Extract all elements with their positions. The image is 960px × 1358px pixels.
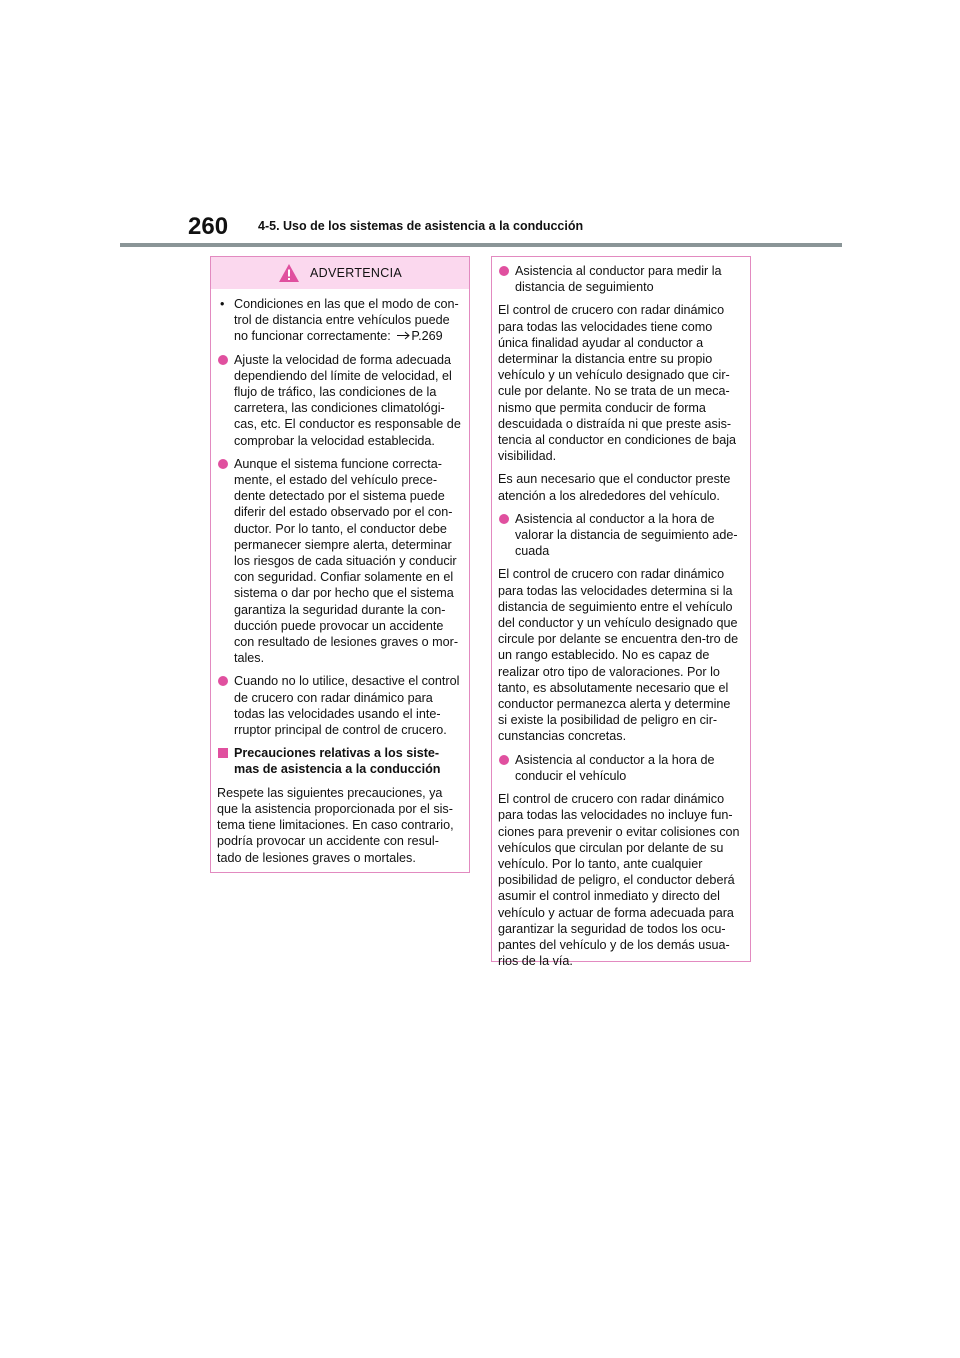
bullet-circle-icon — [499, 755, 509, 765]
warning-item-text: Cuando no lo utilice, desactive el control de crucero con radar dinámico para todas las velocidades usando el inte-rruptor principal de control de crucero. — [234, 674, 460, 738]
bullet-circle-icon — [218, 676, 228, 686]
warning-dot-item — [217, 296, 461, 345]
arrow-right-icon — [397, 331, 411, 340]
page-reference-link[interactable]: P.269 — [411, 329, 443, 344]
bullet-circle-icon — [218, 459, 228, 469]
warning-list-item — [217, 352, 461, 449]
section-paragraph: El control de crucero con radar dinámico para todas las velocidades no incluye fun-ciones para prevenir o evitar colisiones con vehículos que circulan por delante de su vehículo. Por lo tanto, ante cualquier posibilidad de peligro, el conductor deberá asumir el control inmediato y directo del vehículo y actuar de forma adecuada para garantizar la seguridad de todos los ocu-pantes del vehículo y de los demás usua-rios de la vía. — [498, 792, 740, 969]
section-title: 4-5. Uso de los sistemas de asistencia a la conducción — [258, 219, 584, 233]
warning-box — [210, 256, 470, 873]
warning-closing-paragraph: Respete las siguientes precauciones, ya que la asistencia proporcionada por el sis-tema tiene limitaciones. En caso contrario, podría provocar un accidente con resul-tado de lesiones graves o mortales. — [217, 785, 454, 865]
warning-subheading-text: Precauciones relativas a los siste-mas de asistencia a la conducción — [234, 746, 441, 777]
page-number: 260 — [188, 213, 229, 240]
warning-list-item — [217, 456, 461, 667]
dot-item-text: Condiciones en las que el modo de con-trol de distancia entre vehículos puede no funcionar correctamente: — [234, 297, 459, 344]
warning-title: ADVERTENCIA — [310, 265, 402, 280]
bullet-circle-icon — [218, 355, 228, 365]
header-rule — [120, 243, 842, 247]
dot-bullet: • — [220, 297, 225, 311]
assistance-box — [491, 256, 751, 969]
section-paragraph: El control de crucero con radar dinámico para todas las velocidades determina si la distancia de seguimiento entre el vehículo del conductor y un vehículo designado que circule por delante se encuentra den-tro de un rango establecido. No es capaz de realizar otro tipo de valoraciones. Por lo tanto, es absolutamente necesario que el conductor permanezca alerta y determine si existe la posibilidad de peligro en cir-cunstancias concretas. — [498, 567, 739, 744]
section-heading-text: Asistencia al conductor para medir la distancia de seguimiento — [515, 264, 722, 295]
bullet-circle-icon — [499, 514, 509, 524]
warning-item-text: Ajuste la velocidad de forma adecuada dependiendo del límite de velocidad, el flujo de tráfico, las condiciones de la carretera, las condiciones climatológi-cas, etc. El conductor es responsable de comprobar la velocidad establecida. — [234, 352, 461, 448]
section-heading-text: Asistencia al conductor a la hora de valorar la distancia de seguimiento ade-cuada — [515, 511, 738, 559]
section-heading — [498, 511, 741, 560]
section-heading — [498, 752, 741, 784]
section-paragraph: El control de crucero con radar dinámico para todas las velocidades tiene como única finalidad ayudar al conductor a determinar la distancia entre su propio vehículo y un vehículo designado que cir-cule por delante. No se trata de un meca-nismo que permita conducir de forma descuidada o distraída ni que preste asis-tencia al conductor en condiciones de baja visibilidad. — [498, 303, 737, 464]
warning-header — [211, 257, 469, 289]
warning-triangle-icon — [278, 263, 300, 283]
warning-item-text: Aunque el sistema funcione correcta-mente, el estado del vehículo prece-dente detectado por el sistema puede diferir del estado observado por el con-ductor. Por lo tanto, el conductor debe permanecer siempre alerta, determinar los riesgos de cada situación y conducir con seguridad. Confiar solamente en el sistema o dar por hecho que el sistema garantiza la seguridad durante la con-ducción puede provocar un accidente con resultado de lesiones graves o mor-tales. — [234, 456, 459, 666]
section-paragraph: Es aun necesario que el conductor preste atención a los alrededores del vehículo. — [498, 472, 731, 503]
bullet-square-icon — [218, 748, 228, 758]
warning-list-item — [217, 673, 461, 738]
bullet-circle-icon — [499, 266, 509, 276]
section-heading-text: Asistencia al conductor a la hora de conducir el vehículo — [515, 752, 715, 783]
warning-subheading — [217, 745, 461, 777]
section-heading — [498, 263, 741, 295]
